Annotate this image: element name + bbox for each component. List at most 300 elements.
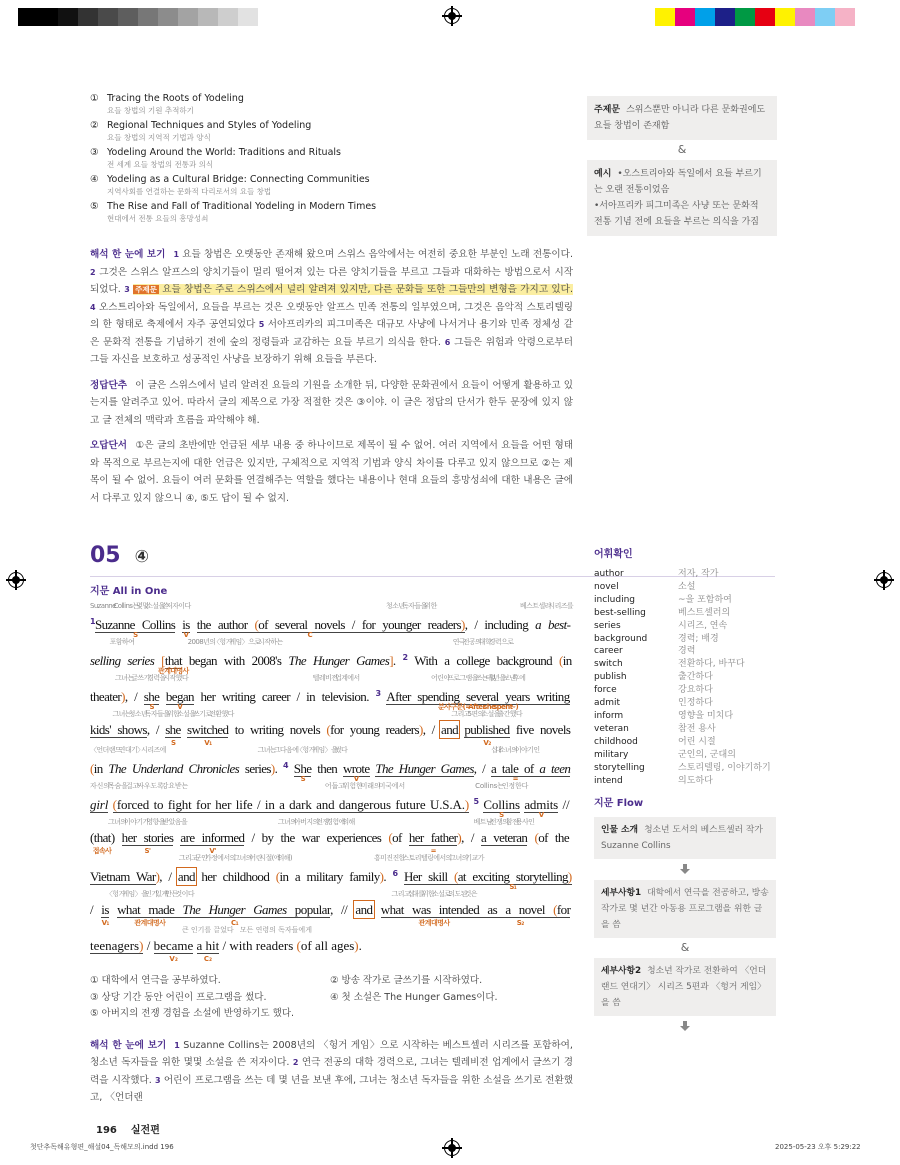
passage-segment: of all ages — [300, 938, 355, 953]
gray-swatch — [38, 8, 58, 26]
interpretation-paragraph-2: 해석 한 눈에 보기 1 Suzanne Collins는 2008년의 〈헝거 게임〉으로 시작하는 베스트셀러 시리즈를 포함하여, 청소년 독자들을 위한 몇몇 소설을 쓴 저자이다. 2 연극 전공의 대학 경력으로, 그녀는 텔레비전 업계에서 글쓰기 경력을 시작했다. 3 어린이 프로그램을 쓰는 데 몇 년을 보낸 후에, 그녀는 청소년 독자들을 위한 소설을 쓰기로 전환했고, 〈언더랜 — [90, 1039, 574, 1103]
vocab-word: admit — [594, 698, 621, 709]
arrow-down-icon — [680, 1026, 690, 1031]
vocab-item — [594, 736, 779, 749]
gray-swatch — [238, 8, 258, 26]
grammar-label: C — [307, 631, 313, 639]
gray-swatch — [78, 8, 98, 26]
vocab-word: career — [594, 646, 623, 657]
gray-swatch — [258, 8, 278, 26]
vocab-meaning: 스토리텔링, 이야기하기 — [678, 762, 771, 773]
passage-segment: switched — [187, 722, 229, 737]
color-swatch — [795, 8, 815, 26]
vocab-meaning: 베스트셀러의 — [678, 607, 731, 618]
vocab-word: author — [594, 569, 624, 579]
passage-segment: ( — [296, 938, 301, 953]
passage-segment: / by the war experiences — [244, 830, 389, 845]
vocab-item — [594, 594, 779, 607]
vocab-word: series — [594, 620, 621, 631]
footer-filename: 첫단추독해유형편_해설04_독해모의.indd 196 — [30, 1143, 174, 1151]
passage-segment: ( — [112, 797, 117, 812]
grammar-label: V — [183, 631, 189, 639]
grammar-label: = — [512, 775, 518, 783]
passage-segment: for younger readers — [361, 617, 461, 632]
korean-gloss: 그녀의 아버지의 전쟁 경험에 의해 — [277, 818, 355, 826]
option-4: ④ Yodeling as a Cultural Bridge: Connecting Communities 지역사회를 연결하는 문화적 다리로서의 요들 창법 — [90, 174, 370, 196]
passage-segment: . — [392, 653, 403, 668]
grammar-label: V₂ — [169, 955, 178, 963]
option-1: ① Tracing the Roots of Yodeling 요들 창법의 기원 추적하기 — [90, 93, 244, 115]
vocab-meaning: 경력 — [678, 646, 696, 657]
grammar-label: S — [133, 631, 138, 639]
page-number: 196 실전편 — [96, 1124, 160, 1136]
passage-segment: Collins — [483, 797, 520, 812]
choice-3: ③ 상당 기간 동안 어린이 프로그램을 썼다. — [90, 991, 267, 1003]
grammar-label: 접속사 — [92, 847, 112, 855]
vocab-meaning: 강요하다 — [678, 685, 713, 696]
flow-box-detail-2: 세부사항2 청소년 작가로 전환하여 〈언더랜드 연대기〉 시리즈 5편과 〈헝거 게임〉을 씀 — [594, 958, 776, 1016]
vocab-word: best-selling — [594, 607, 646, 618]
vocab-meaning: 영향을 미치다 — [678, 710, 734, 721]
passage-line — [90, 601, 573, 637]
passage-segment: what was intended — [380, 902, 488, 917]
passage-segment: for — [556, 902, 571, 917]
korean-gloss: 그녀는 청소년 독자들을 위한 소설을 쓰기로 전환했다 — [112, 710, 234, 718]
passage-segment: / with readers — [219, 938, 297, 953]
grammar-label: S — [170, 739, 176, 747]
section-title: 지문 All in One — [90, 586, 168, 597]
passage-segment: in — [562, 653, 572, 668]
vocab-word: force — [594, 685, 617, 696]
korean-gloss: 그리고 십 대를 위한 소설로 의도된 것은 — [391, 890, 477, 898]
grammar-label: V₂ — [483, 739, 491, 747]
passage-segment: a veteran — [481, 830, 528, 845]
passage-segment: [ — [161, 653, 165, 668]
ampersand: & — [677, 143, 687, 156]
passage-line — [90, 853, 573, 889]
conjunction-box: and — [441, 722, 459, 737]
passage-segment: ( — [559, 653, 563, 668]
passage-segment: ) — [139, 938, 144, 953]
passage-segment: for young readers — [330, 722, 419, 737]
passage-segment: is — [101, 902, 109, 917]
gray-swatch — [138, 8, 158, 26]
passage-segment: The Hunger Games — [375, 761, 474, 776]
passage-segment — [190, 617, 197, 632]
vocab-meaning: 전환하다, 바꾸다 — [678, 659, 745, 670]
passage-segment — [115, 830, 122, 845]
passage-line — [90, 781, 573, 817]
passage-segment — [373, 902, 381, 917]
passage-segment: ( — [553, 902, 557, 917]
grammar-label: S' — [144, 847, 151, 855]
color-swatch — [835, 8, 855, 26]
passage-line — [90, 817, 573, 853]
question-number: 05 ④ — [90, 543, 150, 568]
vocab-item — [594, 607, 779, 620]
question-answer: ④ — [134, 547, 150, 567]
korean-gloss: 포함하여 — [109, 638, 135, 646]
passage-segment: that — [164, 653, 182, 668]
passage-segment: popular — [286, 902, 331, 917]
passage-segment: series — [239, 761, 271, 776]
korean-gloss: 〈언더랜드 연대기〉 시리즈에 — [90, 746, 166, 754]
vocab-item — [594, 633, 779, 646]
conjunction-box: and — [355, 902, 373, 917]
passage-segment: teenagers — [90, 938, 140, 953]
korean-gloss: 그리고 군인 가정에서의 그녀의 어린 시절(에 의해) — [178, 854, 293, 862]
passage-segment — [108, 797, 112, 812]
passage-segment: Suzanne Collins — [94, 617, 176, 632]
vocab-item — [594, 671, 779, 684]
passage-segment: ( — [534, 830, 539, 845]
highlighted-topic-sentence: 주제문 요들 창법은 주로 스위스에서 널리 알려져 있지만, 다른 문화들 또한 그들만의 변형을 가지고 있다. — [135, 284, 573, 295]
passage-segment: began with 2008's — [181, 653, 289, 668]
passage-line — [90, 925, 573, 961]
passage-segment: a teen — [539, 761, 571, 776]
grammar-label: V₁ — [101, 919, 109, 927]
passage-segment: a tale of — [490, 761, 540, 776]
passage-segment — [288, 761, 294, 776]
passage-segment — [397, 869, 403, 884]
vocab-meaning: 저자, 작가 — [678, 569, 719, 579]
vocab-word: novel — [594, 581, 619, 592]
vocab-title: 어휘확인 — [594, 549, 633, 560]
vocab-item — [594, 645, 779, 658]
korean-gloss: 십 대 소녀의 이야기인 — [491, 746, 540, 754]
vocab-word: switch — [594, 659, 623, 670]
vocab-word: childhood — [594, 736, 638, 747]
passage-segment: The Underland Chronicles — [108, 761, 240, 776]
passage-segment: her stories — [121, 830, 174, 845]
vocab-word: military — [594, 749, 629, 760]
passage-segment: published — [464, 722, 510, 737]
korean-gloss: 그녀의 이야기가 영향을 받았음을 — [107, 818, 188, 826]
passage-segment: a best- — [535, 617, 571, 632]
registration-mark-icon — [444, 8, 460, 24]
gray-swatch — [118, 8, 138, 26]
grammar-label: S — [499, 811, 504, 819]
vocab-meaning: 참전 용사 — [678, 723, 716, 734]
passage-segment: selling series — [90, 653, 155, 668]
passage-segment: , / — [159, 869, 178, 884]
passage-segment: After spending several years writing — [386, 689, 570, 704]
interpretation-paragraph: 해석 한 눈에 보기 1 요들 창법은 오랫동안 존재해 왔으며 스위스 음악에서는 여전히 중요한 부분인 노래 전통이다. 2 그것은 스위스 알프스의 양치기들이 멀리 떨어져 있는 다른 양치기들을 부르고 그들과 대화하는 방법으로서 시작되었다. 3 주제문 요들 창법은 주로 스위스에서 널리 알려져 있지만, 다른 문화들 또한 그들만의 변형을 가지고 있다. 4 오스트리아와 독일에서, 요들을 부르는 것은 오랫동안 알프스 민족 전통의 일부였으며, 그것은 음악적 스토리텔링의 한 형태로 축제에서 자주 공연되었다 5 서아프리카의 피그미족은 대규모 사냥에 나서거나 용기와 민족 정체성 같은 문화적 전통을 기념하기 전에 숲의 정령들과 교감하는 요들 부르기 의식을 한다. 6 그들은 위험과 악령으로부터 그들 자신을 보호하고 성공적인 사냥을 보장하기 위해 요들을 부른다. — [90, 249, 574, 365]
korean-gloss: 흥미진진한 스토리텔링에서의 그녀의 기교가 — [373, 854, 484, 862]
vocab-word: veteran — [594, 723, 629, 734]
sentence-number: 3 — [375, 689, 381, 698]
passage-segment: With a college background — [407, 653, 559, 668]
passage-segment: Vietnam War — [90, 869, 156, 884]
passage-segment: as a novel — [487, 902, 554, 917]
passage-segment: in television — [306, 689, 367, 704]
vocab-item — [594, 684, 779, 697]
passage-segment — [159, 689, 166, 704]
option-2: ② Regional Techniques and Styles of Yodeling 요들 창법의 지역적 기법과 양식 — [90, 120, 312, 142]
passage-line — [90, 637, 573, 673]
passage-segment: ) — [567, 869, 572, 884]
passage-segment: She — [293, 761, 312, 776]
passage-segment: what made — [117, 902, 183, 917]
passage-segment: . — [358, 938, 362, 953]
passage-segment: of — [392, 830, 409, 845]
passage-segment: her childhood — [194, 869, 276, 884]
footer-timestamp: 2025-05-23 오후 5:29:22 — [775, 1143, 861, 1151]
option-list — [90, 92, 573, 224]
option-5: ⑤ The Rise and Fall of Traditional Yodeling in Modern Times 현대에서 전통 요들의 흥망성쇠 — [90, 201, 377, 223]
sentence-number: 4 — [283, 761, 288, 770]
korean-gloss: 베트남 전쟁의 참전 용사인 — [473, 818, 535, 826]
registration-mark-icon — [8, 572, 24, 588]
passage-line — [90, 709, 573, 745]
passage-segment: ] — [389, 653, 393, 668]
vocab-item — [594, 710, 779, 723]
example-box: 예시 •오스트리아와 독일에서 요들 부르기는 오랜 전통이었음 •서아프리카 피그미족은 사냥 또는 문화적 전통 기념 전에 요들을 부르는 의식을 가짐 — [587, 160, 777, 236]
sentence-number: 2 — [402, 653, 408, 662]
right-column-top — [587, 96, 777, 236]
vocab-meaning: 시리즈, 연속 — [678, 620, 728, 631]
color-swatch — [715, 8, 735, 26]
cmyk-color-bar — [655, 8, 855, 26]
gray-swatch — [98, 8, 118, 26]
wrong-answer-paragraph: 오답단서 ①은 글의 초반에만 언급된 세부 내용 중 하나이므로 제목이 될 수 없어. 여러 지역에서 요들을 어떤 형태와 목적으로 부르는지에 대한 언급은 있지만, 구체적으로 지역적 기법과 양식 차이를 다루고 있지 않으므로 ②는 제목이 될 수 없어. 요들이 여러 문화를 연결해주는 역할을 했다는 내용이나 현대 요들의 흥망성쇠에 대한 내용은 글에서 다루고 있지 않으니 ④, ⑤도 답이 될 수 없지. — [90, 440, 573, 504]
vocab-item — [594, 697, 779, 710]
gray-swatch — [198, 8, 218, 26]
grammar-label: V — [177, 703, 183, 711]
passage-line — [90, 673, 573, 709]
passage-segment: in a dark and dangerous future U.S.A. — [264, 797, 465, 812]
vocab-word: including — [594, 594, 635, 605]
passage-segment: , / — [461, 830, 482, 845]
passage-segment: ( — [388, 830, 393, 845]
passage-segment: the author — [196, 617, 255, 632]
vocab-meaning: 군인의, 군대의 — [678, 749, 736, 760]
passage-segment: five novels — [509, 722, 571, 737]
grammar-label: C₂ — [203, 955, 213, 963]
gray-swatch — [18, 8, 38, 26]
choice-5: ⑤ 아버지의 전쟁 경험을 소설에 반영하기도 했다. — [90, 1008, 295, 1019]
topic-sentence-box: 주제문 스위스뿐만 아니라 다른 문화권에도 요들 창법이 존재함 — [587, 96, 777, 140]
color-swatch — [775, 8, 795, 26]
conjunction-box: and — [177, 869, 195, 884]
color-swatch — [695, 8, 715, 26]
grayscale-color-bar — [18, 8, 278, 26]
sentence-number: 6 — [392, 869, 398, 878]
sentence-number: 1 — [90, 617, 95, 626]
vocab-meaning: 소설 — [678, 581, 696, 592]
passage-segment: , / — [146, 722, 166, 737]
passage-segment: theater — [90, 689, 122, 704]
choice-4: ④ 첫 소설은 The Hunger Games이다. — [330, 991, 498, 1003]
grammar-label: V — [538, 811, 544, 819]
passage-segment — [109, 902, 117, 917]
gray-swatch — [58, 8, 78, 26]
vocab-word: publish — [594, 672, 627, 683]
passage-segment: wrote — [342, 761, 370, 776]
grammar-label: S — [149, 703, 154, 711]
passage-segment: admits — [524, 797, 559, 812]
korean-gloss: 〈헝거 게임〉을 인기 있게 만든 것이다 — [105, 890, 195, 898]
left-column — [90, 92, 573, 1136]
korean-gloss: 2008년의 〈헝거 게임〉으로 시작하는 — [187, 638, 283, 646]
passage-segment: // — [558, 797, 570, 812]
ampersand: & — [680, 941, 690, 955]
vocab-list — [594, 568, 779, 787]
passage-segment: ( — [326, 722, 331, 737]
choice-list — [90, 973, 573, 1023]
passage-segment: began — [165, 689, 194, 704]
korean-gloss: 청소년 독자들을 위한 — [385, 602, 437, 610]
topic-badge: 주제문 — [135, 285, 157, 294]
passage-segment: ) — [457, 830, 462, 845]
passage-segment: , // — [330, 902, 356, 917]
passage-segment: The Hunger Games — [288, 653, 390, 668]
passage-segment: , / — [422, 722, 442, 737]
passage-segment: kids' shows — [90, 722, 147, 737]
korean-gloss: 자신의 목숨을 걸고 싸우도록 강요받는 — [90, 782, 189, 790]
korean-gloss: 연극 전공의 대학 경력으로 — [452, 638, 514, 646]
korean-gloss: 베스트셀러 시리즈를 — [520, 602, 574, 610]
passage-segment: Her skill — [403, 869, 454, 884]
vocab-meaning: 의도하다 — [678, 775, 713, 786]
passage-segment: , / — [124, 689, 144, 704]
vocab-item — [594, 762, 779, 775]
vocab-item — [594, 581, 779, 594]
option-3: ③ Yodeling Around the World: Traditions and Rituals 전 세계 요들 창법의 전통과 의식 — [90, 147, 341, 169]
grammar-label: 관계대명사 — [418, 919, 450, 927]
korean-gloss: 그리고 5편의 소설을 출간했다 — [451, 710, 523, 718]
grammar-label: S₂ — [516, 919, 524, 927]
vocab-meaning: 인정하다 — [678, 698, 713, 709]
korean-gloss: Suzanne Collins는 몇몇 소설을 쓴 저자이다 — [90, 602, 191, 610]
passage-segment: her father — [408, 830, 458, 845]
vocab-word: inform — [594, 710, 624, 721]
passage-segment: of several novels / — [258, 617, 362, 632]
grammar-label: S₁ — [509, 883, 517, 891]
vocab-word: intend — [594, 775, 623, 786]
passage-segment: ( — [254, 617, 259, 632]
passage-segment: , / including — [464, 617, 536, 632]
vocab-meaning: 경력; 배경 — [678, 633, 719, 644]
passage-segment: ) — [270, 761, 275, 776]
passage-segment: of the — [538, 830, 569, 845]
grammar-label: S — [300, 775, 306, 783]
passage-line — [90, 745, 573, 781]
korean-gloss: 텔레비전 업계에서 — [312, 674, 360, 682]
vocab-item — [594, 749, 779, 762]
passage-segment: ) — [418, 722, 423, 737]
vocab-item — [594, 658, 779, 671]
passage-line — [90, 889, 573, 925]
passage-segment: / — [143, 938, 154, 953]
passage-segment: in — [93, 761, 109, 776]
passage-segment: are informed — [180, 830, 245, 845]
passage-segment: is — [182, 617, 190, 632]
annotated-passage — [90, 601, 573, 961]
passage-segment: forced to fight for her life / — [116, 797, 265, 812]
grammar-label: 관계대명사 — [134, 919, 166, 927]
color-swatch — [655, 8, 675, 26]
flow-box-intro: 인물 소개 청소년 도서의 베스트셀러 작가 Suzanne Collins — [594, 817, 776, 859]
passage-segment: ) — [379, 869, 384, 884]
sentence-number: 5 — [473, 797, 479, 806]
korean-gloss: 어린이 프로그램을 쓰는 데 몇 년을 보낸 후에 — [430, 674, 526, 682]
registration-mark-icon — [876, 572, 892, 588]
grammar-label: V — [353, 775, 359, 783]
passage-segment: , / — [473, 761, 491, 776]
passage-segment: to writing novels — [228, 722, 327, 737]
right-column — [594, 548, 779, 1033]
passage-segment: The Hunger Games — [182, 902, 287, 917]
passage-segment: ) — [464, 797, 470, 812]
passage-segment: in a military family — [279, 869, 380, 884]
passage-segment: ) — [354, 938, 359, 953]
grammar-label: 관계대명사 — [157, 667, 189, 675]
passage-segment: ) — [121, 689, 125, 704]
vocab-item — [594, 723, 779, 736]
passage-segment: . — [274, 761, 284, 776]
passage-segment: then — [311, 761, 343, 776]
vocab-item — [594, 775, 779, 788]
vocab-meaning: ~을 포함하여 — [678, 594, 732, 605]
gray-swatch — [158, 8, 178, 26]
passage-segment: . — [383, 869, 393, 884]
gray-swatch — [218, 8, 238, 26]
korean-gloss: 어둡고 위험한 미래의 미국에서 — [324, 782, 406, 790]
passage-segment: at exciting storytelling — [457, 869, 568, 884]
passage-segment: became — [153, 938, 194, 953]
color-swatch — [735, 8, 755, 26]
vocab-word: storytelling — [594, 762, 645, 773]
korean-gloss: 그녀는 그다음에 〈헝거 게임〉을 썼다 — [257, 746, 348, 754]
vocab-item — [594, 568, 779, 581]
passage-segment: (that) — [90, 830, 115, 845]
passage-segment: she — [165, 722, 181, 737]
grammar-label: V' — [209, 847, 216, 855]
registration-mark-icon — [444, 1140, 460, 1156]
passage-segment: she — [143, 689, 160, 704]
korean-gloss: 그녀는 글쓰기 경력을 시작했다 — [115, 674, 188, 682]
passage-segment: a hit — [196, 938, 220, 953]
passage-segment: girl — [90, 797, 109, 812]
passage-segment: her writing career / — [193, 689, 307, 704]
vocab-meaning: 어린 시절 — [678, 736, 716, 747]
passage-segment: ) — [460, 617, 465, 632]
passage-segment: ( — [90, 761, 94, 776]
choice-2: ② 방송 작가로 글쓰기를 시작하였다. — [330, 975, 483, 986]
korean-gloss: 모든 연령의 독자들에게 — [239, 926, 312, 934]
grammar-label: C₁ — [231, 919, 239, 927]
color-swatch — [675, 8, 695, 26]
vocab-item — [594, 620, 779, 633]
korean-gloss: Collins는 인정한다 — [475, 782, 529, 790]
passage-segment: ) — [155, 869, 160, 884]
arrow-down-icon — [680, 869, 690, 874]
korean-gloss: 큰 인기를 끌었다 — [181, 926, 234, 934]
passage-segment: ( — [453, 869, 458, 884]
grammar-label: 분사구문(= After she spent ~) — [437, 703, 519, 711]
color-swatch — [755, 8, 775, 26]
passage-segment — [469, 797, 473, 812]
vocab-meaning: 출간하다 — [678, 672, 713, 683]
passage-segment: ( — [275, 869, 280, 884]
flow-box-detail-1: 세부사항1 대학에서 연극을 전공하고, 방송 작가로 몇 년간 아동용 프로그램을 위한 글을 씀 — [594, 880, 776, 938]
gray-swatch — [178, 8, 198, 26]
grammar-label: = — [430, 847, 436, 855]
color-swatch — [815, 8, 835, 26]
flow-title: 지문 Flow — [594, 798, 644, 810]
choice-1: ① 대학에서 연극을 공부하였다. — [90, 975, 221, 986]
